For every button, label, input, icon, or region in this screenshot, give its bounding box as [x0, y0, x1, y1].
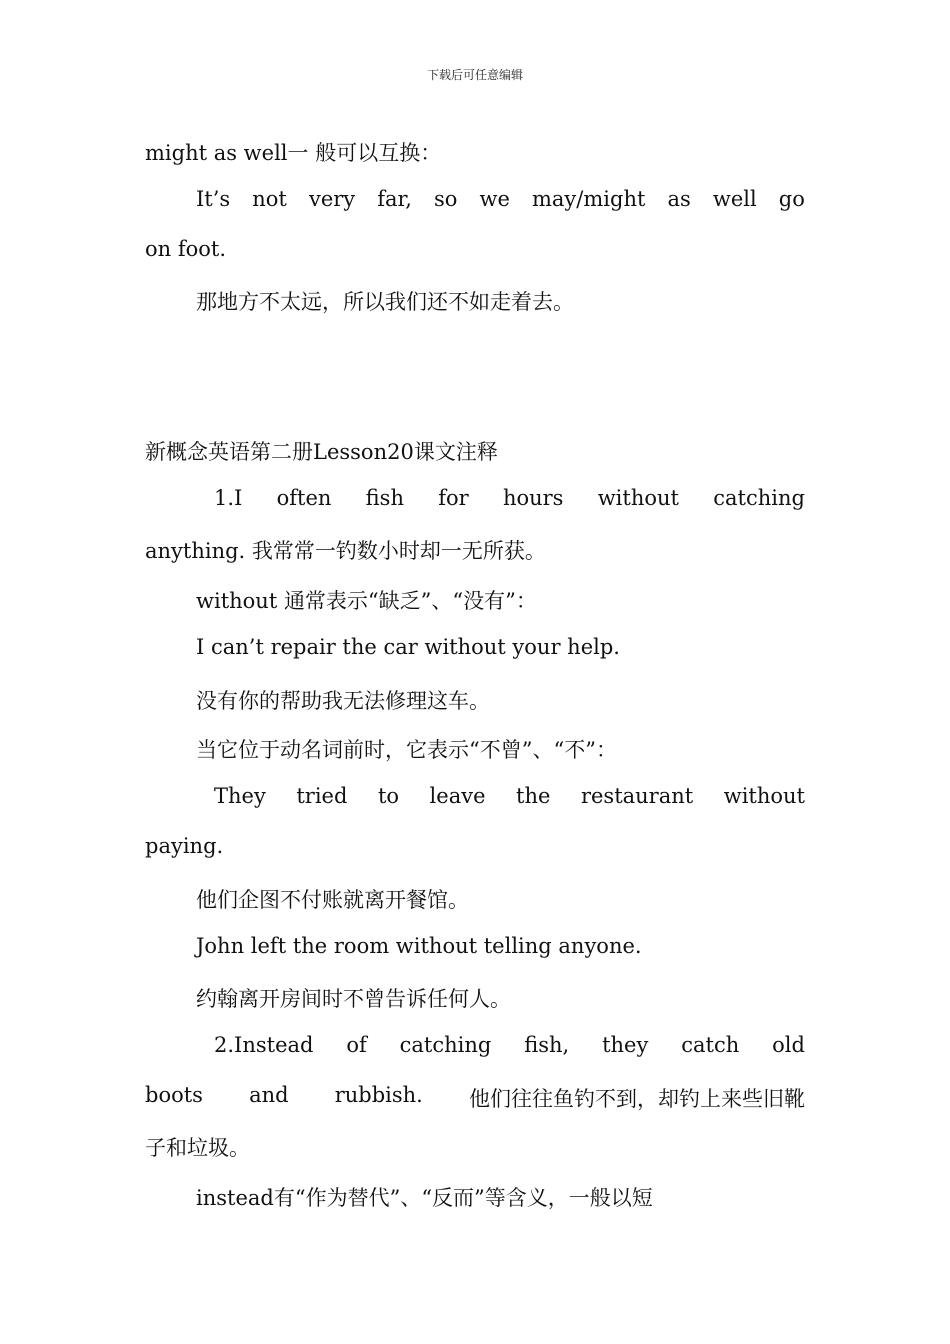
- word: without: [723, 784, 805, 808]
- word: catch: [681, 1033, 740, 1057]
- text-line: 那地方不太远，所以我们还不如走着去。: [196, 290, 574, 314]
- word: not: [252, 187, 287, 211]
- text-line-justified: [214, 486, 805, 510]
- word: catching: [399, 1033, 492, 1057]
- word: often: [276, 486, 332, 510]
- word: It’s: [196, 187, 231, 211]
- word: old: [772, 1033, 805, 1057]
- text-line-justified: [145, 1083, 805, 1113]
- word: rubbish.: [334, 1083, 423, 1107]
- text-line: 约翰离开房间时不曾告诉任何人。: [196, 987, 511, 1011]
- word: restaurant: [580, 784, 694, 808]
- word: to: [377, 784, 400, 808]
- text-line: 没有你的帮助我无法修理这车。: [196, 689, 490, 713]
- text-line: 当它位于动名词前时，它表示“不曾”、“不”：: [196, 738, 617, 762]
- text-line-justified: [214, 1033, 805, 1057]
- word: of: [346, 1033, 367, 1057]
- text-line-justified: [214, 784, 805, 808]
- word: 2.Instead: [214, 1033, 314, 1057]
- text-line: without 通常表示“缺乏”、“没有”：: [196, 589, 537, 613]
- text-line: John left the room without telling anyone.: [196, 934, 642, 958]
- text-line: 他们企图不付账就离开餐馆。: [196, 888, 469, 912]
- section-heading: 新概念英语第二册Lesson20课文注释: [145, 440, 498, 464]
- page-header: 下载后可任意编辑: [426, 68, 523, 82]
- word: go: [778, 187, 805, 211]
- word: so: [434, 187, 458, 211]
- word: fish: [365, 486, 404, 510]
- word: fish,: [524, 1033, 570, 1057]
- word: for: [438, 486, 469, 510]
- word: instead有“作为替代”、“反而”等含义，一般以短: [196, 1186, 653, 1210]
- text-line: I can’t repair the car without your help.: [196, 635, 620, 659]
- word: they: [602, 1033, 649, 1057]
- word: as: [667, 187, 691, 211]
- text-line-justified: [196, 1182, 805, 1212]
- word: very: [308, 187, 356, 211]
- word: boots: [145, 1083, 203, 1107]
- word: 1.I: [214, 486, 243, 510]
- word: hours: [502, 486, 564, 510]
- word: leave: [429, 784, 486, 808]
- word: They: [214, 784, 266, 808]
- word: without: [597, 486, 679, 510]
- text-line: paying.: [145, 834, 224, 858]
- word: the: [516, 784, 551, 808]
- word: catching: [713, 486, 805, 510]
- word: may/might: [532, 187, 646, 211]
- text-line: 子和垃圾。: [145, 1136, 250, 1160]
- text-line-justified: [196, 187, 805, 211]
- text-line: might as well一 般可以互换：: [145, 141, 442, 165]
- word: far,: [377, 187, 412, 211]
- text-line: on foot.: [145, 237, 227, 261]
- word: well: [712, 187, 757, 211]
- word: we: [479, 187, 510, 211]
- text-line: anything. 我常常一钓数小时却一无所获。: [145, 539, 546, 563]
- word: tried: [296, 784, 348, 808]
- word: and: [249, 1083, 289, 1107]
- word: 他们往往鱼钓不到，却钓上来些旧靴: [468, 1087, 805, 1111]
